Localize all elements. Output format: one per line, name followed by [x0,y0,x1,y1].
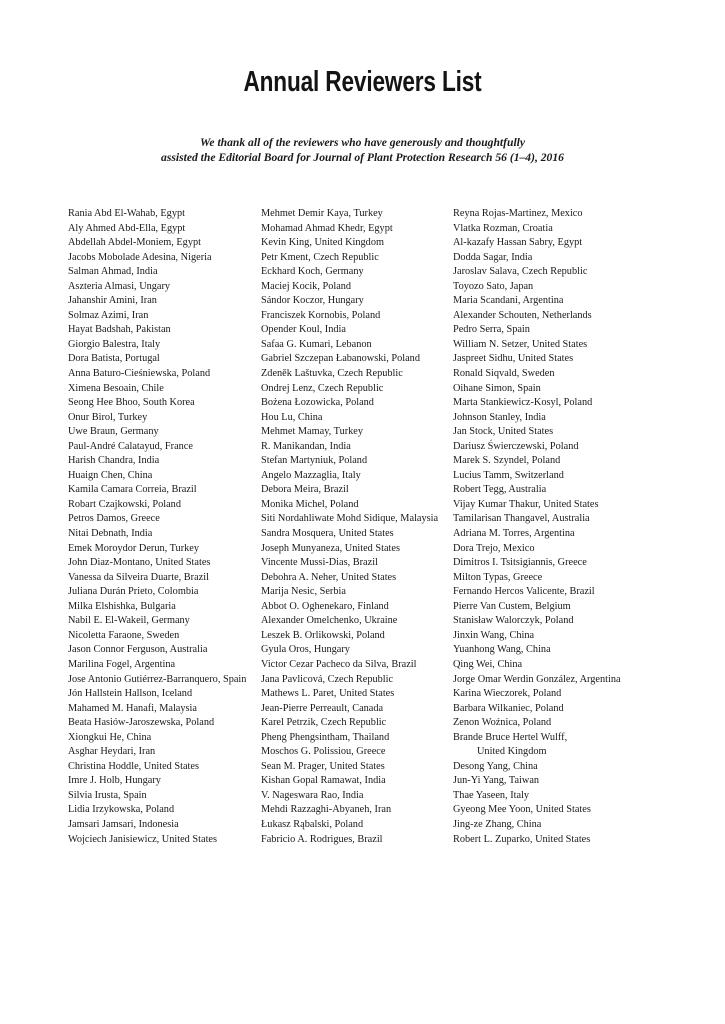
reviewer-entry: Jón Hallstein Hallson, Iceland [68,688,193,700]
reviewer-entry: Qing Wei, China [453,658,523,670]
reviewer-entry: Jose Antonio Gutiérrez-Barranquero, Spain [68,673,247,685]
reviewer-entry: Al-kazafy Hassan Sabry, Egypt [453,237,583,249]
reviewer-entry: John Diaz-Montano, United States [68,557,211,569]
reviewer-entry: Jorge Omar Werdin González, Argentina [453,673,621,685]
reviewer-entry: Abdellah Abdel-Moniem, Egypt [68,237,201,249]
reviewer-entry: Tamilarisan Thangavel, Australia [453,513,590,525]
subtitle-line-1: We thank all of the reviewers who have generously and thoughtfully [199,136,526,149]
reviewer-entry: Łukasz Rąbalski, Poland [261,818,364,830]
reviewer-entry: Asghar Heydari, Iran [68,746,156,758]
reviewer-entry: Zdeněk Laštuvka, Czech Republic [261,368,403,380]
reviewer-entry: Pheng Phengsintham, Thailand [261,731,390,743]
reviewer-entry: Jaspreet Sidhu, United States [453,353,574,365]
reviewer-entry: Silvia Irusta, Spain [68,789,147,801]
reviewer-entry: Hayat Badshah, Pakistan [68,324,171,336]
reviewer-entry: Mathews L. Paret, United States [261,688,395,700]
reviewer-entry: Eckhard Koch, Germany [261,266,364,278]
reviewer-entry: Reyna Rojas-Martinez, Mexico [453,208,583,219]
reviewer-entry: Abbot O. Oghenekaro, Finland [261,600,389,612]
reviewer-entry: Onur Birol, Turkey [68,411,148,423]
reviewer-entry: Dodda Sagar, India [453,251,533,263]
reviewer-entry: Aszteria Almasi, Ungary [68,280,171,292]
reviewer-entry: Nabil E. El-Wakeil, Germany [68,615,190,627]
reviewer-entry: Vijay Kumar Thakur, United States [453,498,599,510]
reviewer-entry: Dora Trejo, Mexico [453,542,535,554]
reviewer-entry: Petr Kment, Czech Republic [261,251,379,263]
reviewer-entry: V. Nageswara Rao, India [261,789,364,801]
reviewer-entry: Safaa G. Kumari, Lebanon [261,338,372,350]
reviewer-entry: Kishan Gopal Ramawat, India [261,775,386,787]
reviewer-entry: Kamila Camara Correia, Brazil [68,484,197,496]
reviewer-entry: Mohamad Ahmad Khedr, Egypt [261,222,393,234]
reviewer-entry: Robert L. Zuparko, United States [453,833,591,845]
reviewer-entry: Rania Abd El-Wahab, Egypt [68,208,185,219]
reviewer-entry: Sean M. Prager, United States [261,760,385,772]
reviewer-entry: Victor Cezar Pacheco da Silva, Brazil [261,658,417,670]
reviewer-entry: Jean-Pierre Perreault, Canada [261,702,384,714]
reviewer-entry: Mehmet Demir Kaya, Turkey [261,208,383,219]
page-subtitle [0,135,725,165]
reviewer-entry: Xiongkui He, China [68,731,152,743]
reviewer-entry: Desong Yang, China [453,760,538,772]
reviewer-entry: Jun-Yi Yang, Taiwan [453,775,540,787]
reviewer-entry: Robert Tegg, Australia [453,484,547,496]
reviewer-entry: Johnson Stanley, India [453,411,546,423]
reviewer-entry: Thae Yaseen, Italy [453,789,530,801]
reviewer-entry: Robart Czajkowski, Poland [68,498,181,510]
reviewer-entry: Jan Stock, United States [453,426,554,438]
reviewer-entry: Petros Damos, Greece [68,513,160,525]
reviewer-entry: Debora Meira, Brazil [261,484,349,496]
reviewer-entry: Christina Hoddle, United States [68,760,199,772]
reviewer-entry: Zenon Woźnica, Poland [453,717,552,729]
reviewer-entry: Sándor Koczor, Hungary [261,295,364,307]
reviewer-entry: Brande Bruce Hertel Wulff, [453,731,568,743]
subtitle-line-2: assisted the Editorial Board for Journal of Plant Protection Research 56 (1–4), 2016 [161,151,564,164]
page-title: Annual Reviewers List [243,66,482,98]
reviewer-entry: Maciej Kocik, Poland [261,280,352,292]
reviewer-entry: Stefan Martyniuk, Poland [261,455,368,467]
reviewer-entry: Toyozo Sato, Japan [453,280,534,292]
reviewer-entry: Dimitros I. Tsitsigiannis, Greece [453,557,587,569]
reviewer-entry: Angelo Mazzaglia, Italy [261,469,361,481]
reviewer-entry: Imre J. Holb, Hungary [68,775,161,787]
reviewer-entry: Emek Moroydor Derun, Turkey [68,542,199,554]
reviewer-entry: Jamsari Jamsari, Indonesia [68,818,179,830]
reviewer-entry: Fernando Hercos Valicente, Brazil [453,586,595,598]
reviewer-entry: Jaroslav Salava, Czech Republic [453,266,588,278]
reviewer-entry: Hou Lu, China [261,411,323,423]
reviewer-entry: Yuanhong Wang, China [453,644,551,656]
reviewer-entry: Fabricio A. Rodrigues, Brazil [261,833,383,845]
reviewer-entry: Adriana M. Torres, Argentina [453,528,575,540]
reviewer-entry: Pierre Van Custem, Belgium [453,600,571,612]
reviewer-entry: Lucius Tamm, Switzerland [453,469,564,481]
reviewer-entry: Marek S. Szyndel, Poland [453,455,561,467]
reviewer-entry: United Kingdom [477,746,547,758]
reviewer-entry: Bożena Łozowicka, Poland [261,397,374,409]
reviewer-entry: Nitai Debnath, India [68,528,153,540]
reviewer-entry: Aly Ahmed Abd-Ella, Egypt [68,222,186,234]
reviewer-entry: Pedro Serra, Spain [453,324,530,336]
reviewer-entry: Vincente Mussi-Dias, Brazil [261,557,378,569]
reviewer-entry: Franciszek Kornobis, Poland [261,309,381,321]
reviewer-entry: Salman Ahmad, India [68,266,158,278]
reviewer-entry: Lidia Irzykowska, Poland [68,804,175,816]
reviewers-column-2 [261,207,438,847]
reviewer-entry: Marilina Fogel, Argentina [68,658,176,670]
reviewer-entry: Stanisław Walorczyk, Poland [453,615,574,627]
reviewer-entry: Sandra Mosquera, United States [261,528,394,540]
reviewer-entry: Juliana Durán Prieto, Colombia [68,586,199,598]
reviewer-entry: Beata Hasiów-Jaroszewska, Poland [68,717,215,729]
reviewer-entry: Marta Stankiewicz-Kosyl, Poland [453,397,593,409]
reviewer-entry: Nicoletta Faraone, Sweden [68,629,180,641]
reviewer-entry: R. Manikandan, India [261,440,351,452]
reviewer-entry: Vanessa da Silveira Duarte, Brazil [68,571,209,583]
reviewer-entry: Gabriel Szczepan Łabanowski, Poland [261,353,420,365]
reviewer-entry: Ximena Besoain, Chile [68,382,164,394]
reviewer-entry: Gyeong Mee Yoon, United States [453,804,591,816]
reviewer-entry: Debohra A. Neher, United States [261,571,397,583]
reviewers-column-3 [453,207,621,847]
reviewers-column-1 [68,207,246,847]
reviewer-entry: Seong Hee Bhoo, South Korea [68,397,195,409]
reviewer-entry: Marija Nesic, Serbia [261,586,346,598]
reviewer-entry: Jacobs Mobolade Adesina, Nigeria [68,251,212,263]
reviewer-entry: Paul-André Calatayud, France [68,440,193,452]
reviewer-entry: Huaign Chen, China [68,469,153,481]
reviewer-entry: Mehmet Mamay, Turkey [261,426,364,438]
reviewer-entry: Harish Chandra, India [68,455,160,467]
reviewer-entry: Jahanshir Amini, Iran [68,295,157,307]
reviewer-entry: Mahamed M. Hanafi, Malaysia [68,702,197,714]
reviewer-entry: Leszek B. Orlikowski, Poland [261,629,385,641]
reviewer-entry: Siti Nordahliwate Mohd Sidique, Malaysia [261,513,439,525]
reviewer-entry: Alexander Omelchenko, Ukraine [261,615,398,627]
reviewer-entry: Dora Batista, Portugal [68,353,160,365]
reviewer-entry: Jana Pavlicová, Czech Republic [261,673,394,685]
reviewer-entry: Vlatka Rozman, Croatia [453,222,553,234]
reviewer-entry: Moschos G. Polissiou, Greece [261,746,386,758]
reviewer-entry: Mehdi Razzaghi-Abyaneh, Iran [261,804,392,816]
reviewer-entry: Joseph Munyaneza, United States [261,542,400,554]
reviewer-entry: Jason Connor Ferguson, Australia [68,644,208,656]
reviewer-entry: Dariusz Świerczewski, Poland [453,440,579,452]
reviewer-entry: Uwe Braun, Germany [68,426,159,438]
reviewer-entry: Solmaz Azimi, Iran [68,309,149,321]
reviewer-entry: Monika Michel, Poland [261,498,359,510]
reviewer-entry: Oihane Simon, Spain [453,382,541,394]
reviewer-entry: Alexander Schouten, Netherlands [453,309,592,321]
reviewer-entry: Gyula Oros, Hungary [261,644,350,656]
reviewer-entry: Anna Baturo-Cieśniewska, Poland [68,368,211,380]
reviewer-entry: Opender Koul, India [261,324,346,336]
reviewer-entry: Kevin King, United Kingdom [261,237,384,249]
reviewer-entry: Milka Elshishka, Bulgaria [68,600,176,612]
reviewer-entry: Barbara Wilkaniec, Poland [453,702,564,714]
reviewer-entry: Karina Wieczorek, Poland [453,688,562,700]
reviewer-entry: Ondrej Lenz, Czech Republic [261,382,384,394]
reviewer-entry: Wojciech Janisiewicz, United States [68,833,218,845]
reviewer-entry: William N. Setzer, United States [453,338,588,350]
reviewer-entry: Jinxin Wang, China [453,629,535,641]
reviewer-entry: Karel Petrzik, Czech Republic [261,717,387,729]
reviewer-entry: Ronald Siqvald, Sweden [453,368,555,380]
reviewer-entry: Giorgio Balestra, Italy [68,338,161,350]
reviewer-entry: Jing-ze Zhang, China [453,818,542,830]
reviewer-entry: Milton Typas, Greece [453,571,543,583]
reviewer-entry: Maria Scandani, Argentina [453,295,564,307]
